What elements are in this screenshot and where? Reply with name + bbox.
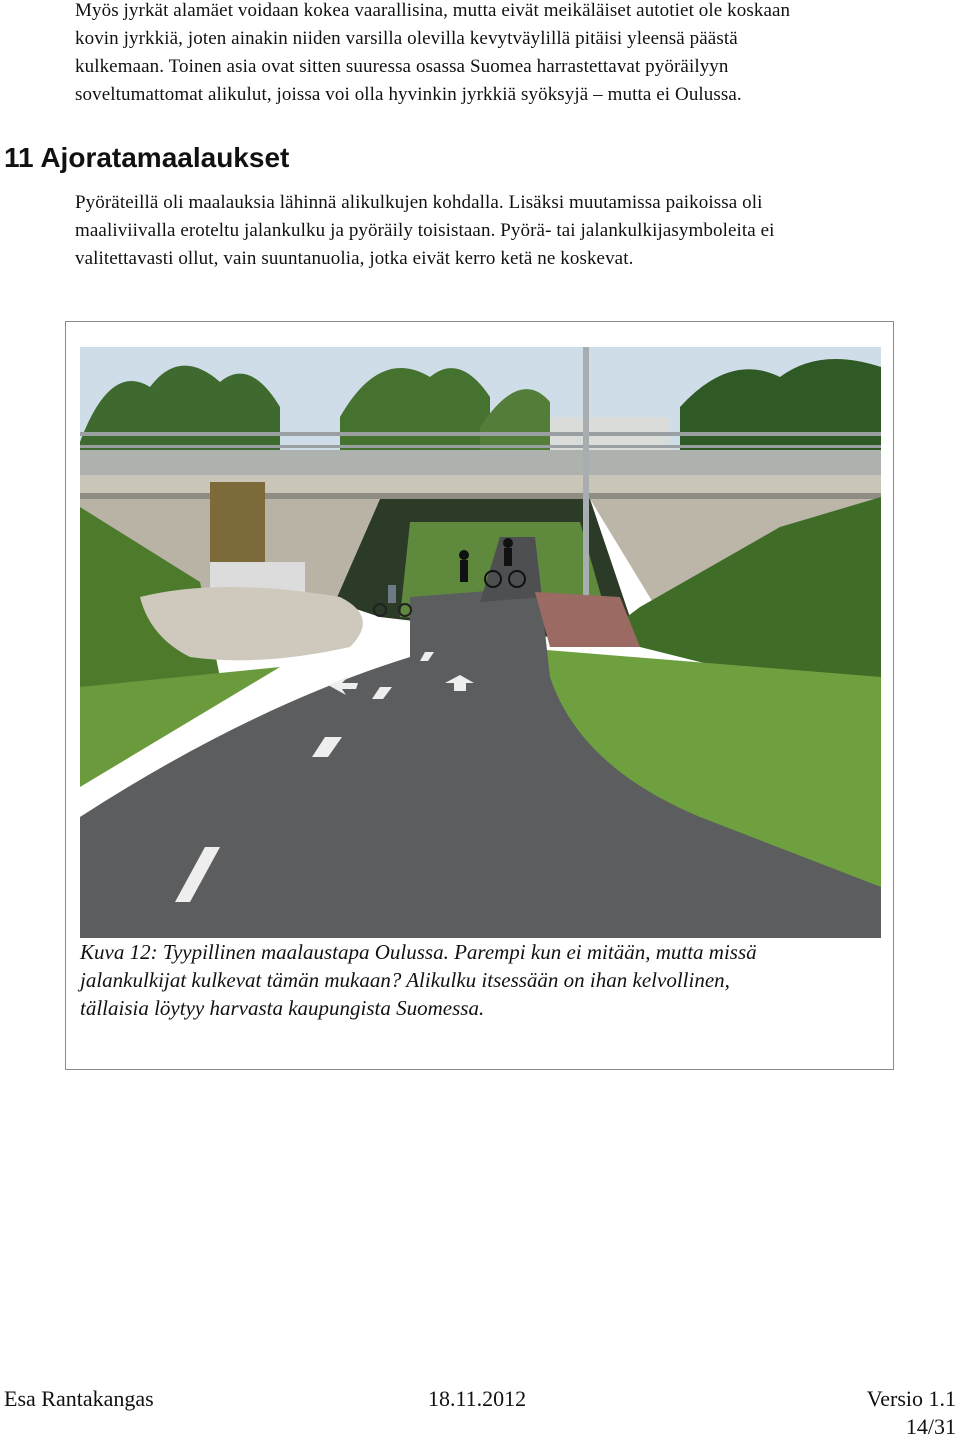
intro-paragraph — [75, 0, 955, 109]
intro-line: Myös jyrkät alamäet voidaan kokea vaarallisina, mutta eivät meikäläiset autotiet ole koskaan — [75, 0, 791, 21]
footer-page-number: 14/31 — [905, 1414, 956, 1439]
caption-line: jalankulkijat kulkevat tämän mukaan? Alikulku itsessään on ihan kelvollinen, — [80, 968, 730, 992]
footer-date: 18.11.2012 — [428, 1386, 527, 1411]
intro-line: soveltumattomat alikulut, joissa voi olla hyvinkin jyrkkiä syöksyjä – mutta ei Oulussa. — [75, 84, 742, 105]
figure-caption — [80, 938, 880, 1022]
caption-line: Kuva 12: Tyypillinen maalaustapa Oulussa. Parempi kun ei mitään, mutta missä — [80, 940, 757, 964]
section-heading: 11 Ajoratamaalaukset — [4, 142, 290, 173]
section-line: Pyöräteillä oli maalauksia lähinnä alikulkujen kohdalla. Lisäksi muutamissa paikoissa oli — [75, 192, 763, 213]
footer-version: Versio 1.1 — [866, 1386, 956, 1411]
section-line: maaliviivalla eroteltu jalankulku ja pyöräily toisistaan. Pyörä- tai jalankulkijasymboleita ei — [75, 220, 775, 241]
footer-author: Esa Rantakangas — [4, 1386, 154, 1411]
underpass-photo — [80, 347, 881, 938]
section-line: valitettavasti ollut, vain suuntanuolia, jotka eivät kerro ketä ne koskevat. — [75, 248, 634, 269]
intro-line: kulkemaan. Toinen asia ovat sitten suuressa osassa Suomea harrastettavat pyöräilyyn — [75, 56, 729, 77]
intro-line: kovin jyrkkiä, joten ainakin niiden varsilla olevilla kevytväylillä pitäisi yleensä päästä — [75, 28, 738, 49]
caption-line: tällaisia löytyy harvasta kaupungista Suomessa. — [80, 996, 485, 1020]
section-paragraph — [75, 189, 955, 273]
